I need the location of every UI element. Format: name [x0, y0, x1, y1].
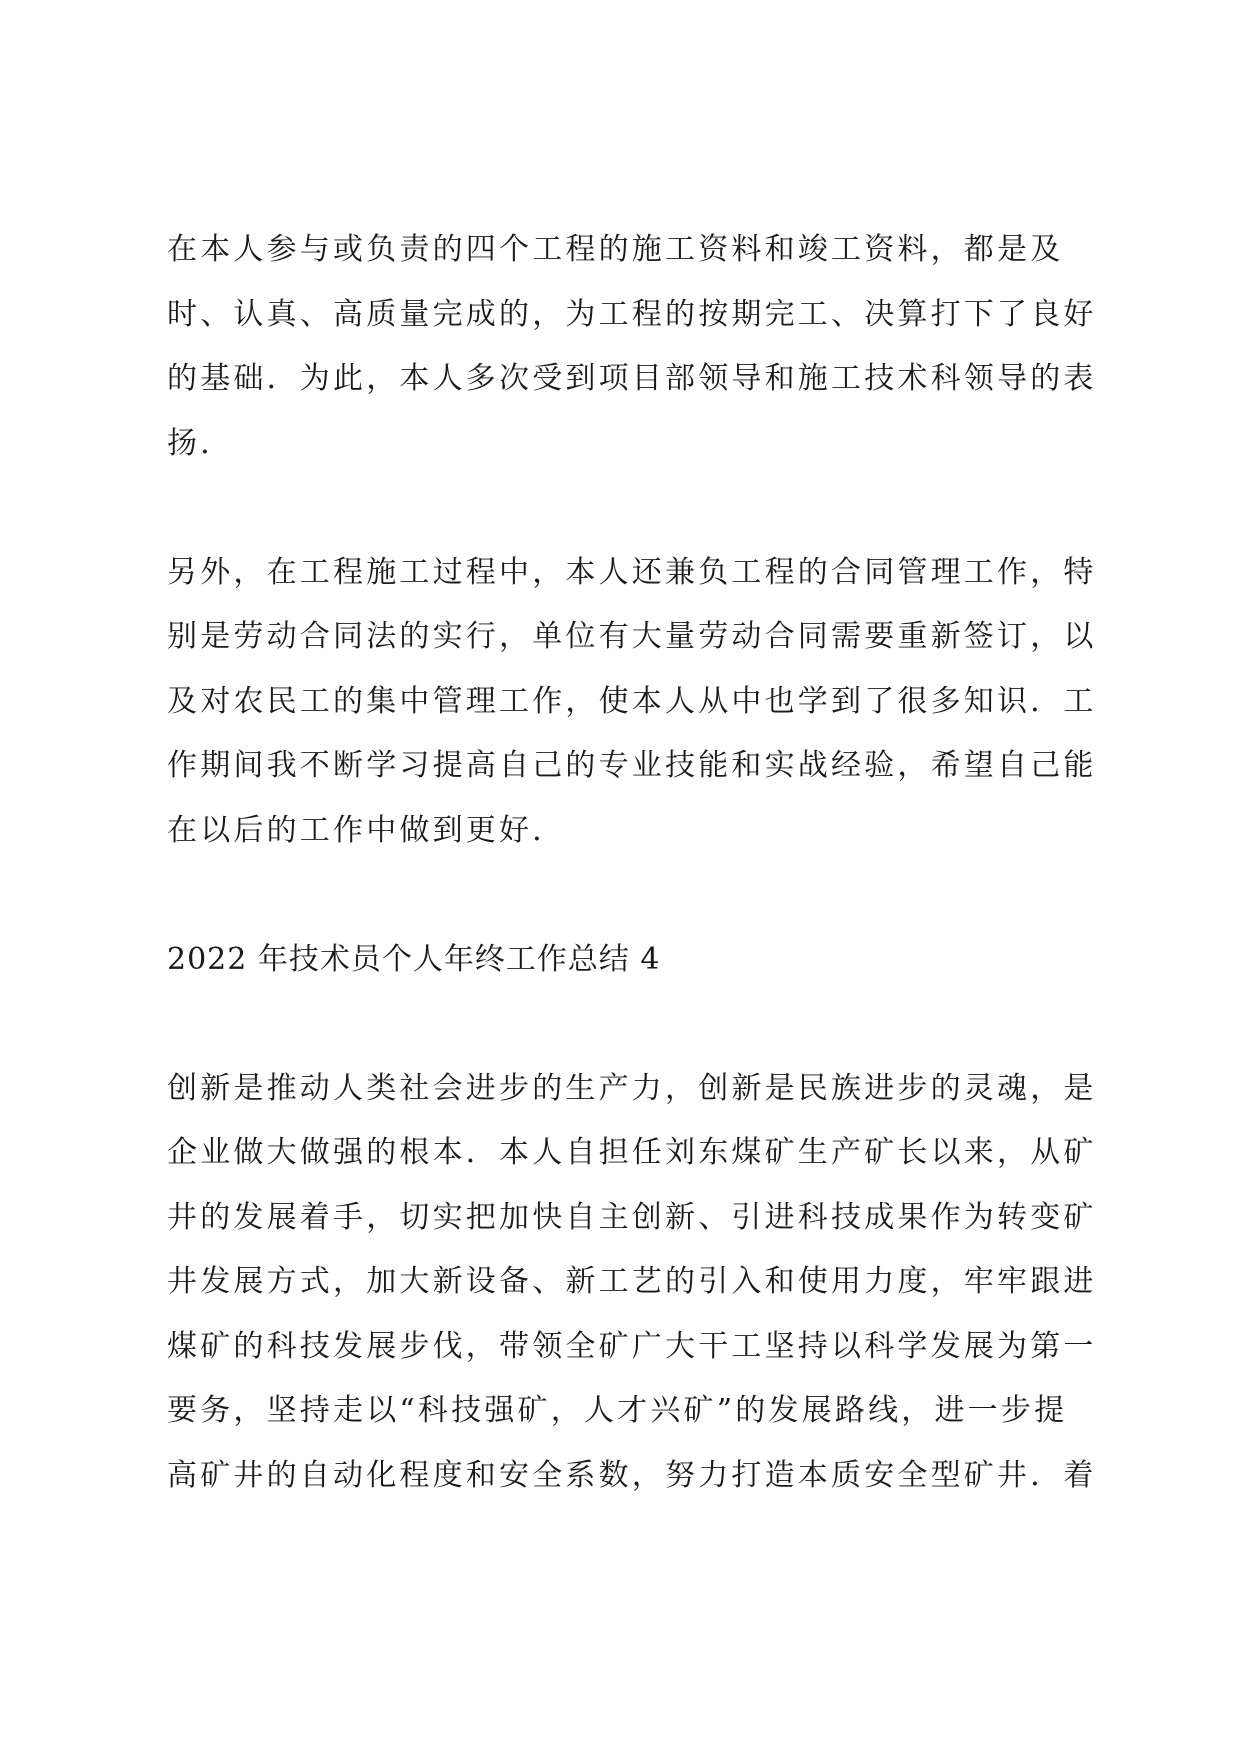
paragraph-1-line-4: 扬．	[167, 426, 234, 461]
paragraph-3-line-1: 创新是推动人类社会进步的生产力，创新是民族进步的灵魂，是	[167, 1071, 1097, 1106]
paragraph-1-line-2: 时、认真、高质量完成的，为工程的按期完工、决算打下了良好	[167, 297, 1097, 332]
paragraph-2-line-1: 另外，在工程施工过程中，本人还兼负工程的合同管理工作，特	[167, 555, 1097, 590]
paragraph-2-line-3: 及对农民工的集中管理工作，使本人从中也学到了很多知识．工	[167, 684, 1097, 719]
paragraph-3-line-2: 企业做大做强的根本．本人自担任刘东煤矿生产矿长以来，从矿	[167, 1135, 1097, 1170]
paragraph-1-line-3: 的基础．为此，本人多次受到项目部领导和施工技术科领导的表	[167, 361, 1097, 396]
paragraph-3-line-6: 要务，坚持走以“科技强矿，人才兴矿”的发展路线，进一步提	[167, 1393, 1068, 1428]
paragraph-3-line-7: 高矿井的自动化程度和安全系数，努力打造本质安全型矿井．着	[167, 1458, 1097, 1493]
section-heading: 2022 年技术员个人年终工作总结 4	[167, 942, 661, 977]
paragraph-2-line-5: 在以后的工作中做到更好．	[167, 813, 566, 848]
paragraph-2-line-2: 别是劳动合同法的实行，单位有大量劳动合同需要重新签订，以	[167, 619, 1097, 654]
paragraph-1-line-1: 在本人参与或负责的四个工程的施工资料和竣工资料，都是及	[167, 232, 1064, 267]
paragraph-3-line-3: 井的发展着手，切实把加快自主创新、引进科技成果作为转变矿	[167, 1200, 1097, 1235]
paragraph-3-line-5: 煤矿的科技发展步伐，带领全矿广大干工坚持以科学发展为第一	[167, 1329, 1097, 1364]
paragraph-2-line-4: 作期间我不断学习提高自己的专业技能和实战经验，希望自己能	[167, 748, 1097, 783]
paragraph-3-line-4: 井发展方式，加大新设备、新工艺的引入和使用力度，牢牢跟进	[167, 1264, 1097, 1299]
